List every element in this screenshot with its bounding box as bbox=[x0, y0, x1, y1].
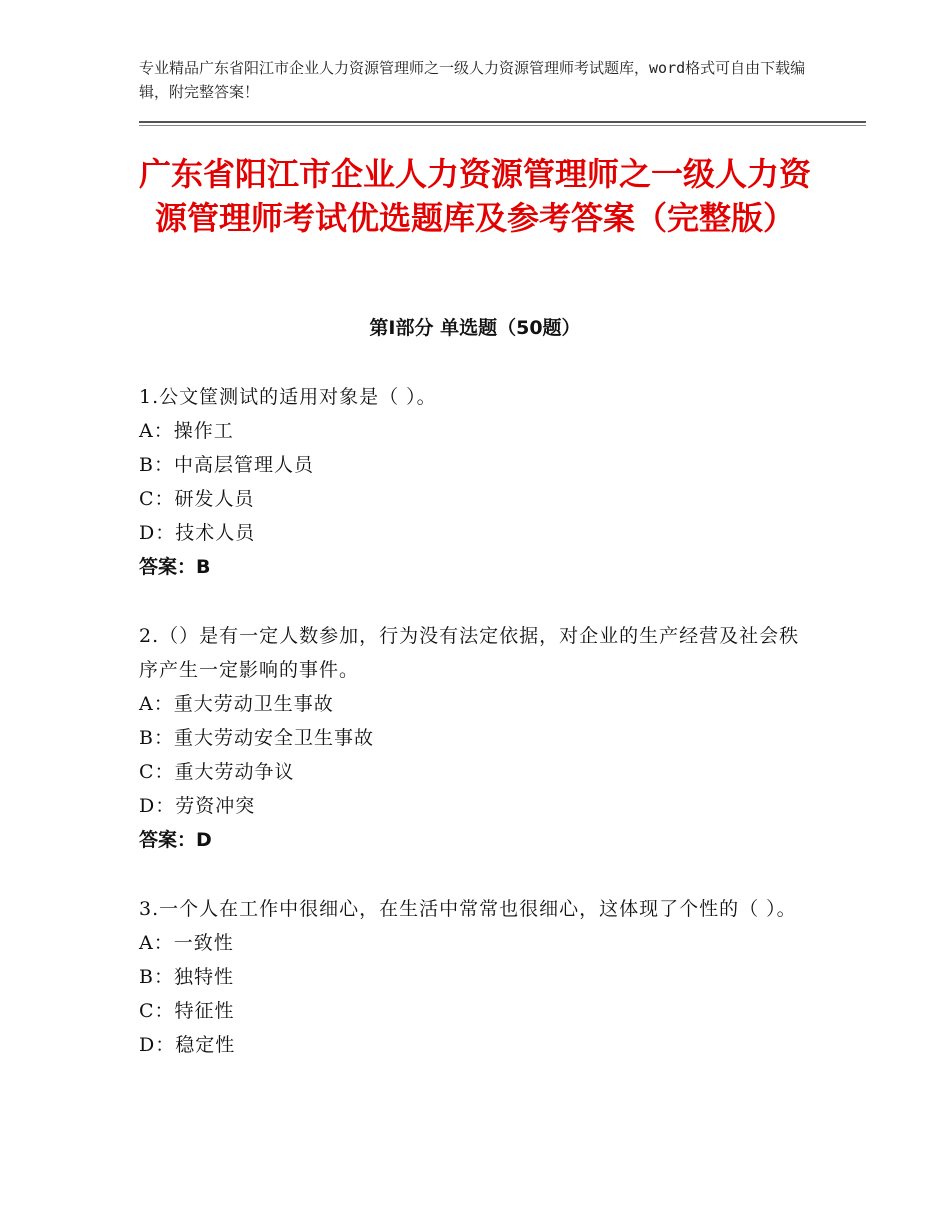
option-a: A：重大劳动卫生事故 bbox=[139, 693, 334, 715]
option-a: A：操作工 bbox=[139, 420, 234, 442]
header-note: 专业精品广东省阳江市企业人力资源管理师之一级人力资源管理师考试题库，word格式可自由下载编辑，附完整答案！ bbox=[139, 59, 806, 101]
option-a: A：一致性 bbox=[139, 932, 234, 954]
option-d: D：稳定性 bbox=[139, 1034, 236, 1056]
question-stem: 1.公文筐测试的适用对象是（ ）。 bbox=[139, 386, 437, 408]
option-d: D：技术人员 bbox=[139, 522, 256, 544]
header-divider-thin bbox=[139, 125, 866, 126]
option-c: C：重大劳动争议 bbox=[139, 761, 295, 783]
section-title: 第Ⅰ部分 单选题（50题） bbox=[369, 317, 581, 339]
header-divider bbox=[139, 121, 866, 123]
option-b: B：中高层管理人员 bbox=[139, 454, 314, 476]
option-b: B：重大劳动安全卫生事故 bbox=[139, 727, 374, 749]
question-2 bbox=[139, 619, 819, 857]
option-b: B：独特性 bbox=[139, 966, 234, 988]
option-c: C：特征性 bbox=[139, 1000, 235, 1022]
question-stem: 2.（）是有一定人数参加，行为没有法定依据，对企业的生产经营及社会秩序产生一定影响的事件。 bbox=[139, 625, 800, 681]
answer: 答案：D bbox=[139, 829, 212, 851]
answer: 答案：B bbox=[139, 556, 211, 578]
question-3 bbox=[139, 892, 819, 1062]
option-d: D：劳资冲突 bbox=[139, 795, 256, 817]
option-c: C：研发人员 bbox=[139, 488, 255, 510]
document-title: 广东省阳江市企业人力资源管理师之一级人力资源管理师考试优选题库及参考答案（完整版） bbox=[139, 155, 812, 237]
question-stem: 3.一个人在工作中很细心，在生活中常常也很细心，这体现了个性的（ ）。 bbox=[139, 898, 797, 920]
question-1 bbox=[139, 380, 819, 584]
